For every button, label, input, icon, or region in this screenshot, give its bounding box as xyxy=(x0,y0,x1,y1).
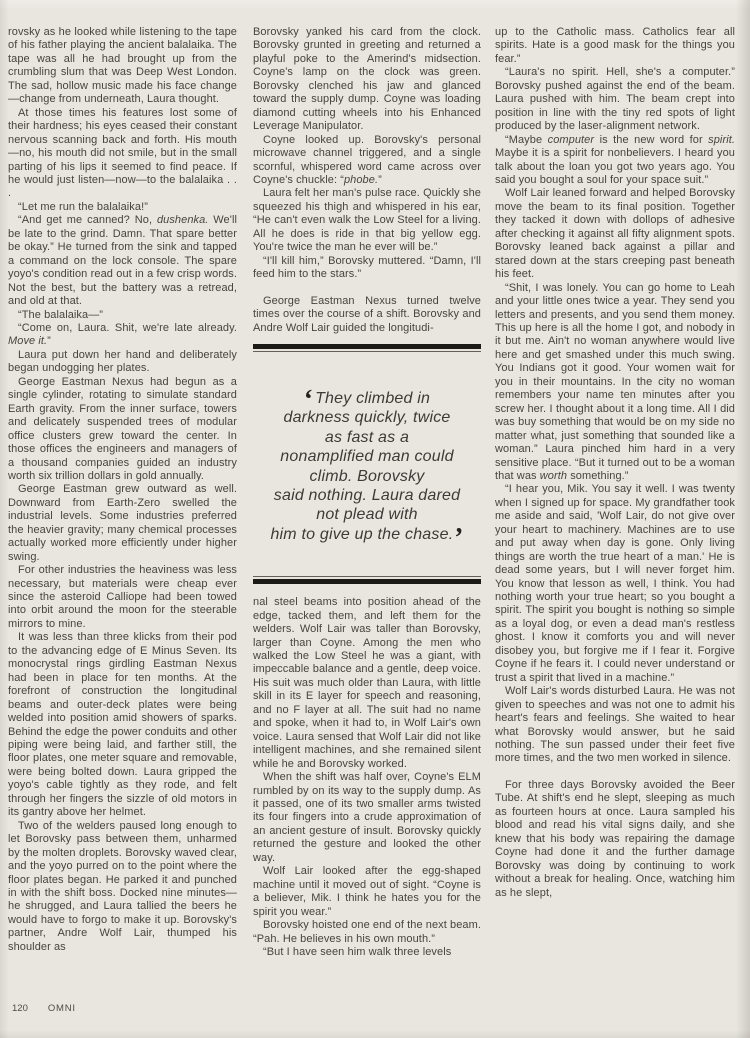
close-quote-icon: ’ xyxy=(454,521,464,552)
paragraph: Wolf Lair leaned forward and helped Borovsky move the beam to its final position. Together they tacked it down with dollops of adhesive after checking it against all fifty alignment spots. Borovsky leaned back against a pillar and stared down at the stars creeping past beneath his feet. xyxy=(495,187,735,281)
paragraph: “And get me canned? No, dushenka. We'll be late to the grind. Damn. That spare better be okay.” He turned from the sink and tapped a command on the lock console. The spare yoyo's condition read out in a few crisp words. Not the best, but the battery was a retread, and old at that. xyxy=(8,214,237,308)
pull-quote-bottom-rule xyxy=(253,579,481,584)
paragraph: rovsky as he looked while listening to the tape of his father playing the ancient balalaika. The tape was all he had brought up from the crumbling slum that was Deep West London. The sad, hollow music made his face change—change from underneath, Laura thought. xyxy=(8,26,237,106)
paragraph: For other industries the heaviness was less necessary, but materials were cheap ever since the asteroid Calliope had been towed into orbit around the moon for the steerable mirrors to mine. xyxy=(8,564,237,630)
paragraph: Wolf Lair's words disturbed Laura. He was not given to speeches and was not one to admit his heart's fears and feelings. She waited to hear what Borovsky would answer, but he said nothing. The sun passed under their feet five more times, and the two men worked in silence. xyxy=(495,685,735,765)
paragraph: “But I have seen him walk three levels xyxy=(263,946,452,958)
pull-quote-top-rule xyxy=(253,344,481,349)
paragraph: At those times his features lost some of their hardness; his eyes ceased their constant nervous scanning back and forth. His mouth—no, his mouth did not smile, but in the small parting of his lips it seemed to find peace. If he would just listen—now—to the balalaika . . . xyxy=(8,106,237,200)
column-2 xyxy=(253,26,481,1012)
pull-quote-line: not plead with xyxy=(316,506,418,524)
paragraph: Laura put down her hand and deliberately began undogging her plates. xyxy=(8,348,237,375)
paragraph: Wolf Lair looked after the egg-shaped machine until it moved out of sight. “Coyne is a believer, Mik. I think he hates you for the spirit you wear.” xyxy=(253,865,481,918)
paragraph: It was less than three klicks from their pod to the advancing edge of E Minus Seven. Its monocrystal rings girdling Eastman Nexus had been in place for ten months. At the forefront of construction the longitudinal beams and outer-deck plates were being welded into position amid showers of sparks. Behind the edge the power conduits and other piping were being laid, and farther still, the floor plates, one meter square and removable, were being bolted down. Laura gripped the yoyo's cable tightly as they rode, and felt through her fingers the sizzle of old motors in its gantry above her helmet. xyxy=(8,631,237,819)
pull-quote xyxy=(253,344,481,584)
column-2-bottom-text xyxy=(253,596,481,959)
paragraph: Laura felt her man's pulse race. Quickly she squeezed his thigh and whispered in his ear, “He can't even walk the Low Steel for a living. All he does is ride in that big yellow egg. You're twice the man he ever will be.” xyxy=(253,187,481,254)
paragraph: up to the Catholic mass. Catholics fear all spirits. Hate is a good mask for the things you fear.” xyxy=(495,26,735,65)
paragraph: George Eastman Nexus had begun as a single cylinder, rotating to simulate standard Earth gravity. From the inner surface, towers and delicately suspended trees of modular office clusters grew toward the center. In those offices the engineers and managers of a thousand companies guided an industry worth six trillion dollars in gold annually. xyxy=(8,375,237,482)
paragraph: When the shift was half over, Coyne's ELM rumbled by on its way to the supply dump. As it passed, one of its two smaller arms twisted its four fingers into a crude approximation of an ancient gesture of insult. Borovsky quickly returned the gesture and looked the other way. xyxy=(253,771,481,864)
pull-quote-line: said nothing. Laura dared xyxy=(273,487,461,504)
paragraph: George Eastman Nexus turned twelve times over the course of a shift. Borovsky and Andre Wolf Lair guided the longitudi- xyxy=(253,294,481,334)
paragraph: “Come on, Laura. Shit, we're late already. Move it.” xyxy=(8,321,237,348)
paragraph: “I hear you, Mik. You say it well. I was twenty when I signed up for space. My grandfather took me aside and said, 'Wolf Lair, do not give over your heart to machinery. Machines are to use and put away when day is gone. Only living things are worth the true heart of a man.' He is dead some years, but I will never forget him. You know that lesson as well, I think. You had nothing worth your true heart; so you bought a spirit. The spirit you bought is nothing so simple as a loyal dog, or even a dead man's restless ghost. I know it comforts you and will never disobey you, but forgive me if I fear it. Forgive Coyne if he fears it. I could never understand or trust a spirit that lived in a machine.” xyxy=(495,483,735,684)
column-3 xyxy=(495,26,735,1012)
pull-quote-text xyxy=(253,352,481,576)
magazine-name: OMNI xyxy=(47,1003,76,1014)
pull-quote-line: darkness quickly, twice xyxy=(283,409,451,427)
paragraph: Borovsky hoisted one end of the next beam. “Pah. He believes in his own mouth.” xyxy=(253,919,481,945)
pull-quote-line: ‘ They climbed in xyxy=(303,383,431,414)
paragraph: “The balalaika—” xyxy=(18,308,104,321)
pull-quote-line: as fast as a xyxy=(324,428,410,446)
column-2-top-text xyxy=(253,26,481,335)
paragraph: For three days Borovsky avoided the Beer Tube. At shift's end he slept, sleeping as much as fourteen hours at once. Laura sampled his blood and read his vital signs daily, and she knew that his body was repairing the damage Coyne had done it and the further damage Borovsky was doing by continuing to work without a break for healing. Once, watching him as he slept, xyxy=(495,778,735,899)
paragraph: Coyne looked up. Borovsky's personal microwave channel triggered, and a single scornful, whispered word came across over Coyne's chuckle: “phobe.” xyxy=(253,133,481,186)
paragraph: nal steel beams into position ahead of the edge, tacked them, and left them for the welders. Wolf Lair was taller than Borovsky, larger than Coyne. Among the men who walked the Low Steel he was a giant, with impeccable balance and a gentle, deep voice. His suit was much older than Laura, with little skill in its E layer for speech and reasoning, and no F layer at all. The suit had no name and spoke, when it had to, in Wolf Lair's own voice. Laura sensed that Wolf Lair did not like intelligent machines, and she remained silent while he and Borovsky worked. xyxy=(253,596,481,770)
page-footer xyxy=(12,1003,76,1014)
column-1 xyxy=(8,26,237,1012)
paragraph: “I'll kill him,” Borovsky muttered. “Damn, I'll feed him to the stars.” xyxy=(253,254,481,281)
pull-quote-line: him to give up the chase.’ xyxy=(270,521,464,552)
paragraph: Two of the welders paused long enough to let Borovsky pass between them, unharmed by the molten droplets. Borovsky waved clear, and the yoyo purred on to the point where the floor plates began. He parked it and punched in with the shift boss. Docked nine minutes—he shrugged, and Laura tallied the beers he would have to forgo to make it up. Borovsky's partner, Andre Wolf Lair, thumped his shoulder as xyxy=(8,819,237,953)
pull-quote-line: climb. Borovsky xyxy=(309,467,425,485)
pull-quote-line: nonamplified man could xyxy=(280,448,454,466)
paragraph: Borovsky yanked his card from the clock. Borovsky grunted in greeting and returned a playful poke to the Amerind's midsection. Coyne's lamp on the clock was green. Borovsky clenched his jaw and glanced toward the supply dump. Coyne was loading diamond cutting wheels into his Enhanced Leverage Manipulator. xyxy=(253,26,481,133)
pull-quote-bottom-hairline xyxy=(253,576,481,577)
paragraph: George Eastman grew outward as well. Downward from Earth-Zero swelled the industrial levels. Some industries preferred the heavier gravity; many chemical processes actually worked more efficiently under higher swing. xyxy=(8,483,237,563)
paragraph: “Maybe computer is the new word for spirit. Maybe it is a spirit for nonbelievers. I heard you talk about the loan you got two years ago. You said you bought a soul for your space suit.” xyxy=(495,133,735,186)
open-quote-icon: ‘ xyxy=(303,383,314,414)
paragraph: “Laura's no spirit. Hell, she's a computer.” Borovsky pushed against the end of the beam. Laura pushed with him. The beam crept into position in line with the tiny red spots of light produced by the laser-alignment network. xyxy=(495,66,735,133)
paragraph: “Let me run the balalaika!” xyxy=(18,200,148,213)
page-number: 120 xyxy=(12,1003,28,1014)
paragraph: “Shit, I was lonely. You can go home to Leah and your little ones twice a year. They send you letters and presents, and you send them money. This up here is all the home I got, and nobody in it but me. Ain't no woman anywhere would live here and get smashed under this much swing. You Indians got it good. Your women wait for you in their mountains. In the city no woman remembers your name ten minutes after you screw her. I thought about it a long time. All I did was buy something that would be on my side no matter what, just something that sounded like a woman.” Laura pinched him hard in a very sensitive place. “But it turned out to be a woman that was worth something.” xyxy=(495,281,735,482)
